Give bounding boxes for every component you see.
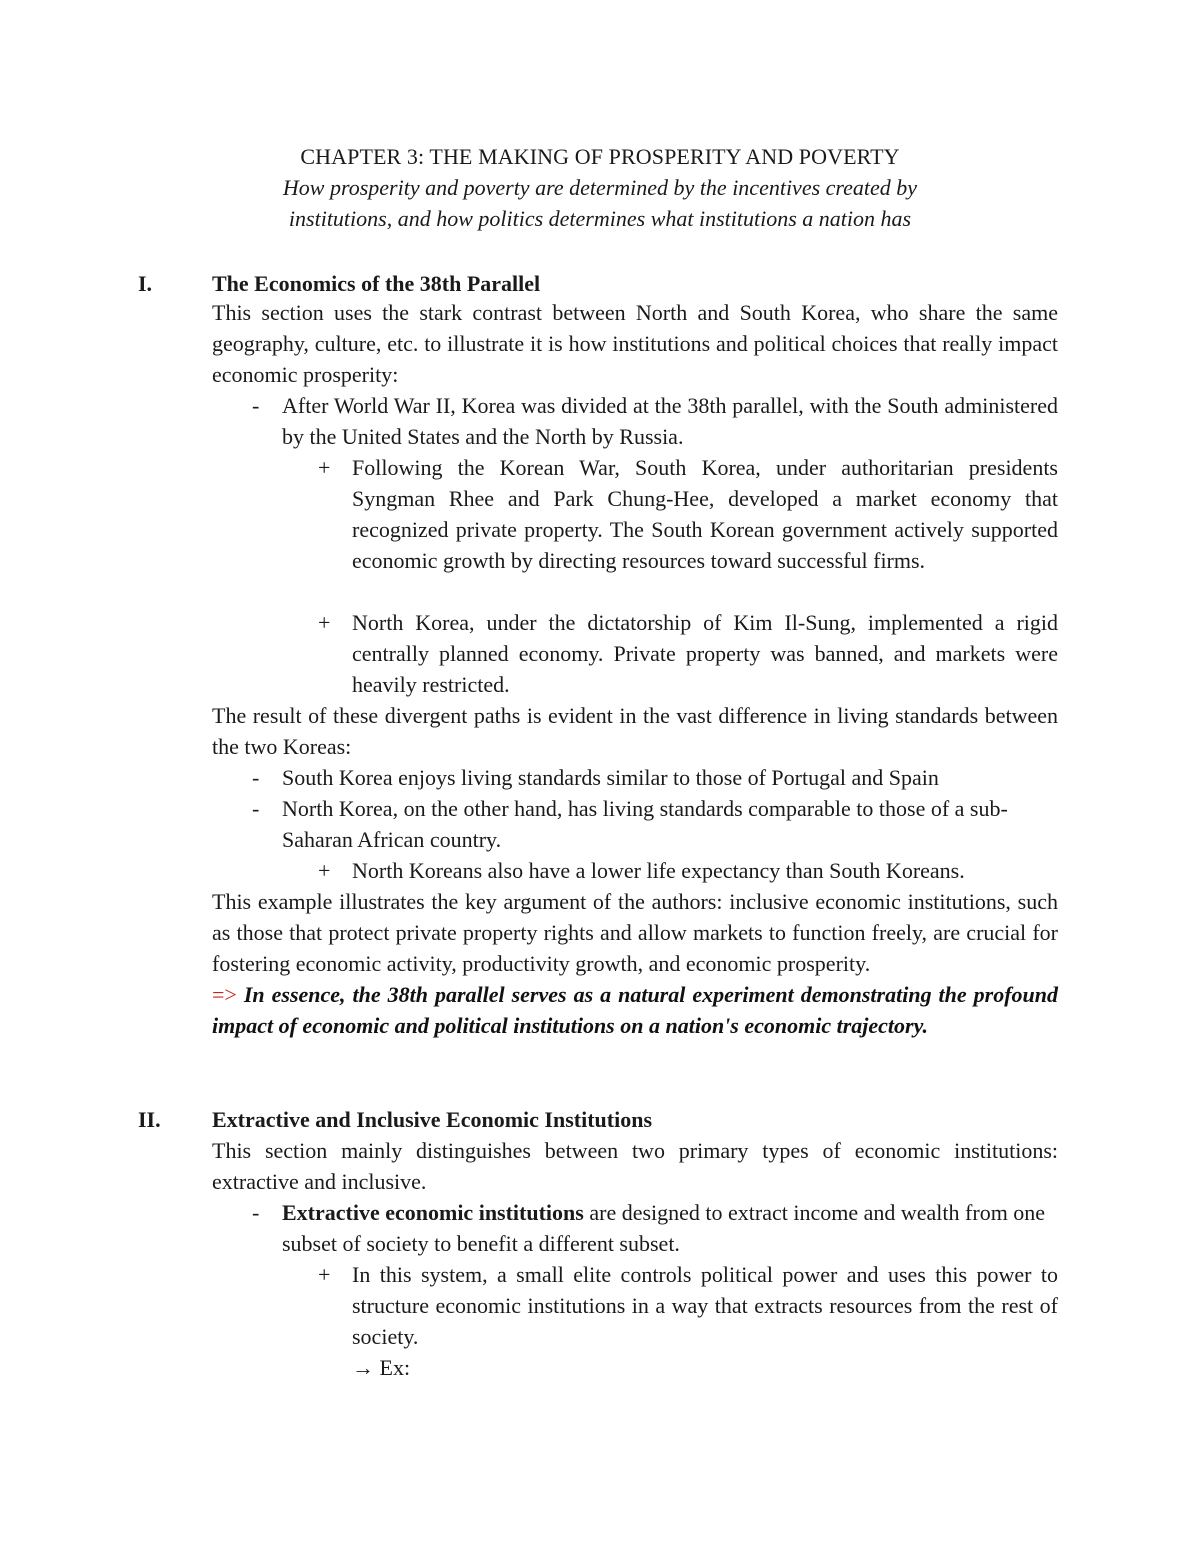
sub-bullet-marker: + [318,858,331,883]
section-2-numeral: II. [138,1107,161,1132]
section-1-intro: This section uses the stark contrast between North and South Korea, who share the same geography, culture, etc. to illustrate it is how institutions and political choices that really impact economic prosperity: [212,300,1058,387]
sub-bullet-north-korea: North Korea, under the dictatorship of Kim Il-Sung, implemented a rigid centrally planned economy. Private property was banned, and markets were heavily restricted. [352,610,1058,697]
section-1-argument: This example illustrates the key argument of the authors: inclusive economic institutions, such as those that protect private property rights and allow markets to function freely, are crucial for fostering economic activity, productivity growth, and economic prosperity. [212,889,1058,976]
conclusion-text: In essence, the 38th parallel serves as a natural experiment demonstrating the profound impact of economic and political institutions on a nation's economic trajectory. [212,982,1059,1038]
bullet-marker: - [252,1200,260,1225]
sub-bullet-south-korea: Following the Korean War, South Korea, under authoritarian presidents Syngman Rhee and Park Chung-Hee, developed a market economy that recognized private property. The South Korean government actively supported economic growth by directing resources toward successful firms. [352,455,1058,573]
bullet-marker: - [252,765,260,790]
sub-bullet-small-elite: In this system, a small elite controls political power and uses this power to structure economic institutions in a way that extracts resources from the rest of society. [352,1262,1058,1349]
bullet-extractive-institutions [282,1197,1058,1259]
sub-bullet-marker: + [318,455,331,480]
section-2-intro: This section mainly distinguishes between two primary types of economic institutions: extractive and inclusive. [212,1138,1058,1194]
sub-bullet-life-expectancy: North Koreans also have a lower life expectancy than South Koreans. [352,858,965,883]
sub-bullet-marker: + [318,1262,331,1287]
bullet-korea-divided: After World War II, Korea was divided at the 38th parallel, with the South administered by the United States and the North by Russia. [282,393,1058,449]
term-extractive: Extractive economic institutions [282,1200,584,1225]
bullet-north-living-standards: North Korea, on the other hand, has living standards comparable to those of a sub-Saharan African country. [282,796,1008,852]
section-1-conclusion [212,979,1058,1041]
chapter-subtitle [0,172,1200,234]
section-1-heading: The Economics of the 38th Parallel [212,271,541,296]
sub-bullet-marker: + [318,610,331,635]
section-2-heading: Extractive and Inclusive Economic Institutions [212,1107,653,1132]
section-1-result: The result of these divergent paths is evident in the vast difference in living standards between the two Koreas: [212,703,1058,759]
extractive-definition: are designed to extract income and wealth from one subset of society to benefit a different subset. [282,1200,1046,1256]
bullet-marker: - [252,796,260,821]
subtitle-line-2: institutions, and how politics determines what institutions a nation has [288,206,912,231]
bullet-south-living-standards: South Korea enjoys living standards similar to those of Portugal and Spain [282,765,939,790]
chapter-title: CHAPTER 3: THE MAKING OF PROSPERITY AND POVERTY [300,144,900,169]
subtitle-line-1: How prosperity and poverty are determined by the incentives created by [282,175,918,200]
conclusion-arrow: => [212,982,237,1007]
bullet-marker: - [252,393,260,418]
section-1-numeral: I. [138,271,153,296]
example-label: → Ex: [352,1355,411,1380]
